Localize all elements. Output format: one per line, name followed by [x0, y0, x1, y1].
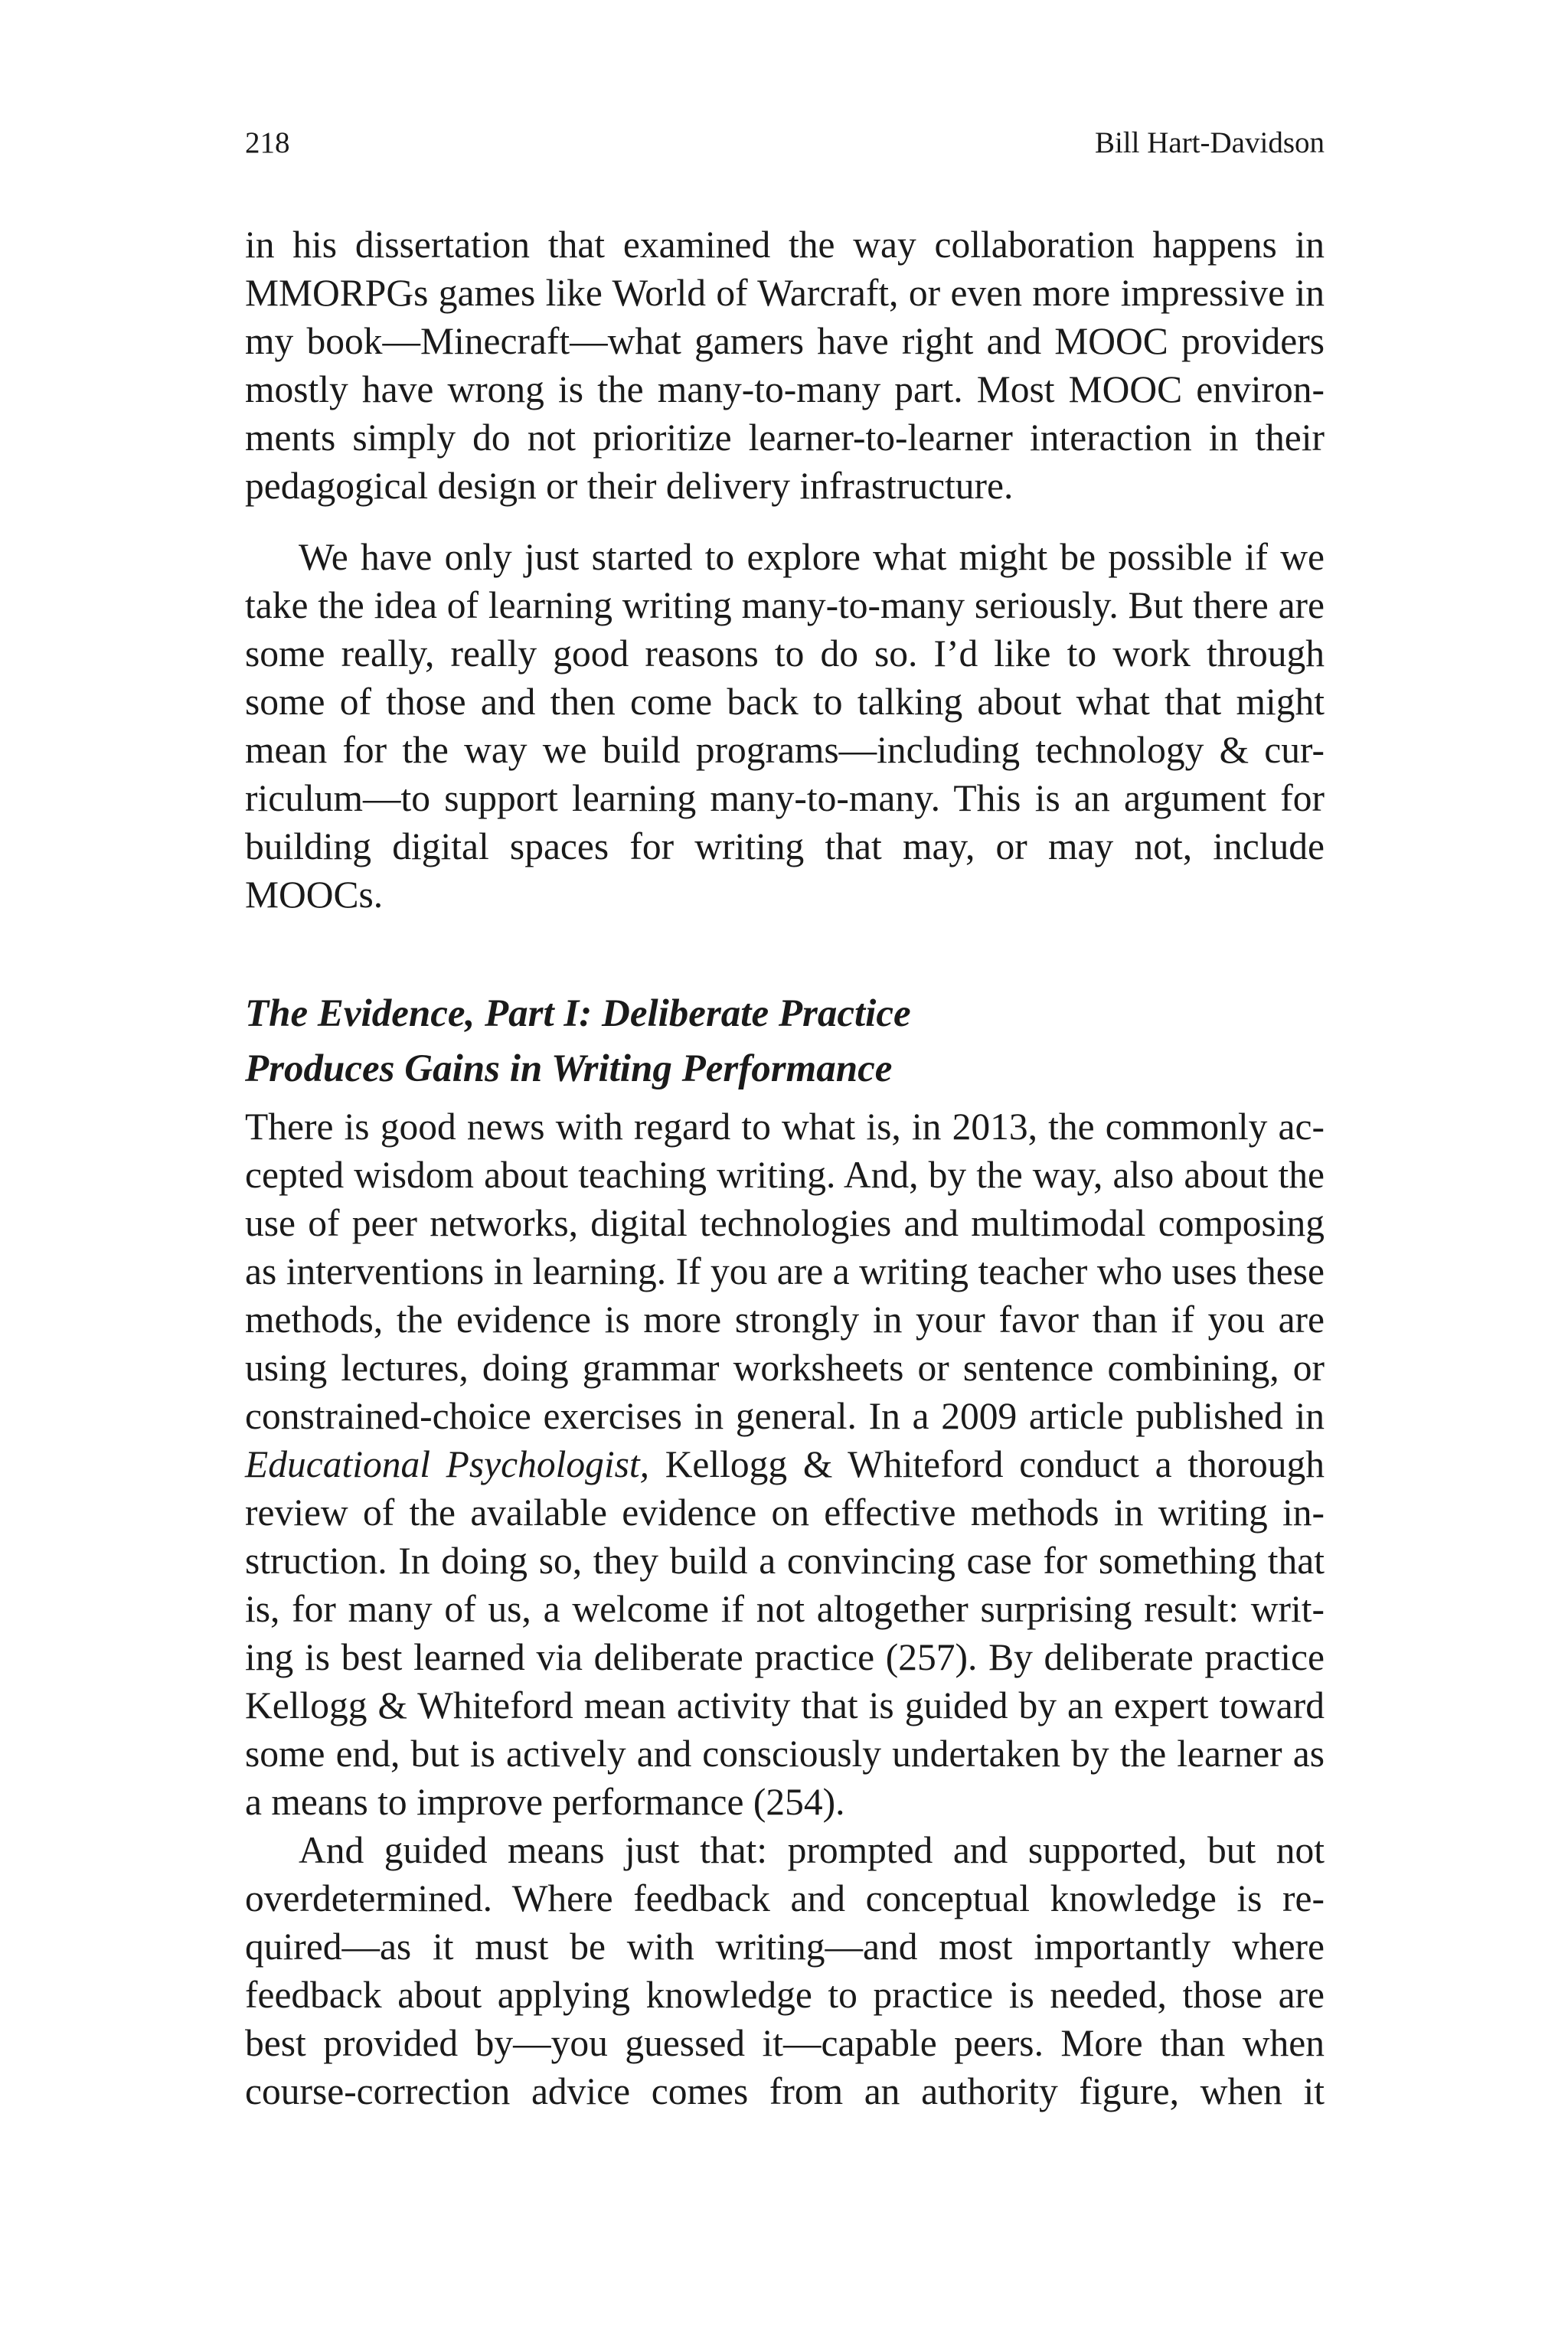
running-head-author: Bill Hart-Davidson	[1094, 126, 1325, 159]
running-head	[245, 124, 1325, 162]
paragraph-3	[245, 1102, 1325, 1826]
section-heading-line-2: Produces Gains in Writing Performance	[245, 1047, 893, 1090]
journal-title: Educational Psychologist,	[245, 1443, 649, 1485]
paragraph-3-start: There is good news with regard to what is, in 2013, the commonly ac-cepted wisdom about teaching writing. And, by the way, also about the use of peer networks, digital technologies and multimodal composing as interventions in learning. If you are a writing teacher who uses these methods, the evidence is more strongly in your favor than if you are using lectures, doing grammar worksheets or sentence combining, or constrained-choice exercises in general. In a 2009 article published in	[245, 1106, 1325, 1437]
section-heading	[245, 986, 1325, 1096]
body-text	[245, 220, 1325, 2115]
paragraph-4: And guided means just that: prompted and supported, but not overdetermined. Where feedback and conceptual knowledge is re-quired—as it must be with writing—and most importantly where feedback about applying knowledge to practice is needed, those are best provided by—you guessed it—capable peers. More than when course-correction advice comes from an authority figure, when it	[245, 1829, 1325, 2112]
paragraph-3-end: Kellogg & Whiteford conduct a thorough review of the available evidence on effective methods in writing in-struction. In doing so, they build a convincing case for something that is, for many of us, a welcome if not altogether surprising result: writ-ing is best learned via deliberate practice (257). By deliberate practice Kellogg & Whiteford mean activity that is guided by an expert toward some end, but is actively and consciously undertaken by the learner as a means to improve performance (254).	[245, 1443, 1325, 1823]
section-heading-line-1: The Evidence, Part I: Deliberate Practice	[245, 992, 911, 1035]
book-page	[245, 0, 1325, 2352]
page-number: 218	[245, 126, 290, 159]
paragraph-1: in his dissertation that examined the way collaboration happens in MMORPGs games like World of Warcraft, or even more impressive in my book—Minecraft—what gamers have right and MOOC providers mostly have wrong is the many-to-many part. Most MOOC environ-ments simply do not prioritize learner-to-learner interaction in their pedagogical design or their delivery infrastructure.	[245, 224, 1325, 507]
paragraph-2: We have only just started to explore what might be possible if we take the idea of learning writing many-to-many seriously. But there are some really, really good reasons to do so. I’d like to work through some of those and then come back to talking about what that might mean for the way we build programs—including technology & cur-riculum—to support learning many-to-many. This is an argument for building digital spaces for writing that may, or may not, include MOOCs.	[245, 536, 1325, 916]
